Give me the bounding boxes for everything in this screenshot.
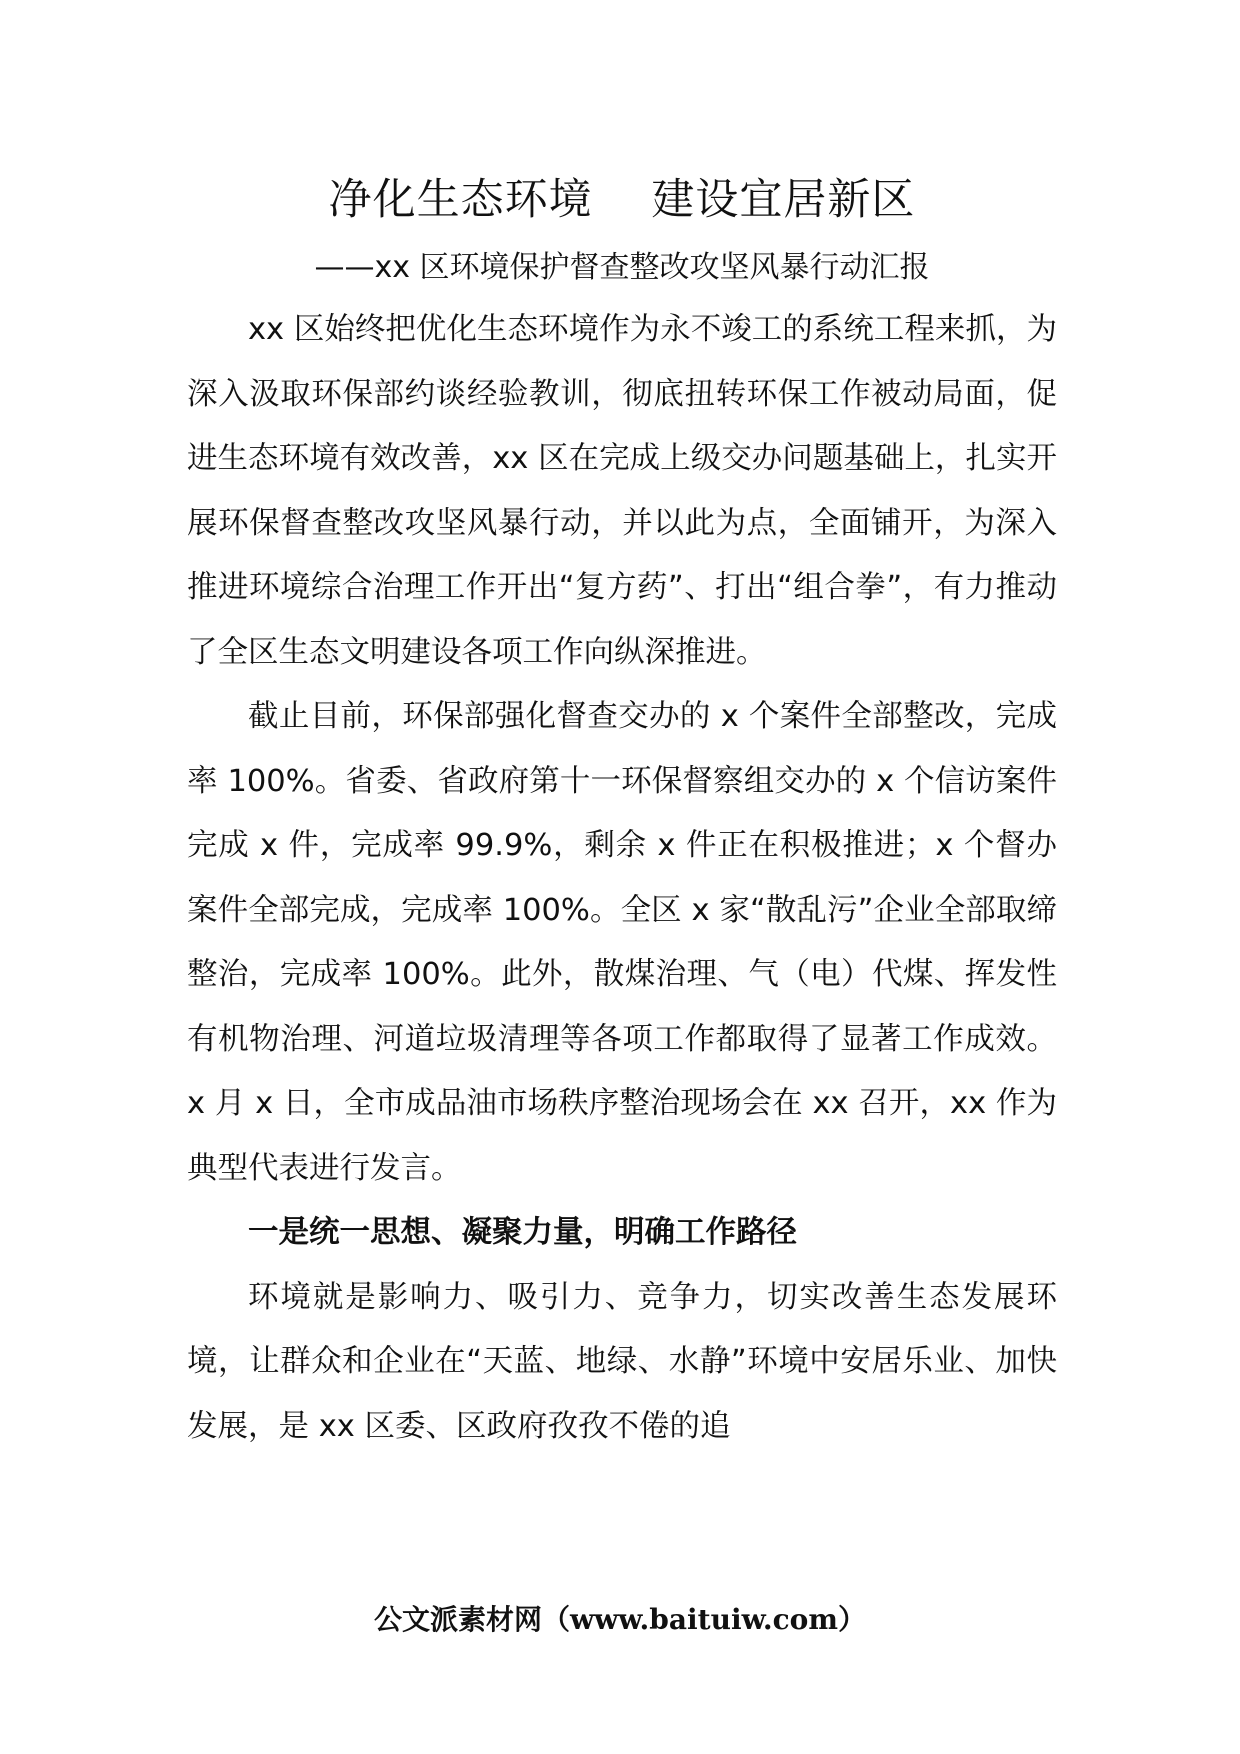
progress-paragraph: 截止目前，环保部强化督查交办的 x 个案件全部整改，完成率 100%。省委、省政府第十一环保督察组交办的 x 个信访案件完成 x 件，完成率 99.9%，剩余 x 件正在积极推进；x 个督办案件全部完成，完成率 100%。全区 x 家“散乱污”企业全部取缔整治，完成率 100%。此外，散煤治理、气（电）代煤、挥发性有机物治理、河道垃圾清理等各项工作都取得了显著工作成效。x 月 x 日，全市成品油市场秩序整治现场会在 xx 召开，xx 作为典型代表进行发言。 [187, 699, 1057, 1186]
footer-site-name: 公文派素材网 [374, 1603, 543, 1636]
document-subtitle: ——xx 区环境保护督查整改攻坚风暴行动汇报 [314, 250, 930, 285]
document-body [187, 162, 1057, 1459]
intro-paragraph: xx 区始终把优化生态环境作为永不竣工的系统工程来抓，为深入汲取环保部约谈经验教训，彻底扭转环保工作被动局面，促进生态环境有效改善，xx 区在完成上级交办问题基础上，扎实开展环保督查整改攻坚风暴行动，并以此为点，全面铺开，为深入推进环境综合治理工作开出“复方药”、打出“组合拳”，有力推动了全区生态文明建设各项工作向纵深推进。 [187, 312, 1057, 670]
footer-site-url: （www.baituiw.com） [542, 1603, 866, 1636]
document-title: 净化生态环境 建设宜居新区 [328, 175, 916, 225]
section-heading: 一是统一思想、凝聚力量，明确工作路径 [248, 1215, 797, 1250]
page-footer [0, 1600, 1240, 1640]
section-paragraph: 环境就是影响力、吸引力、竞争力，切实改善生态发展环境，让群众和企业在“天蓝、地绿、水静”环境中安居乐业、加快发展，是 xx 区委、区政府孜孜不倦的追 [187, 1279, 1057, 1444]
